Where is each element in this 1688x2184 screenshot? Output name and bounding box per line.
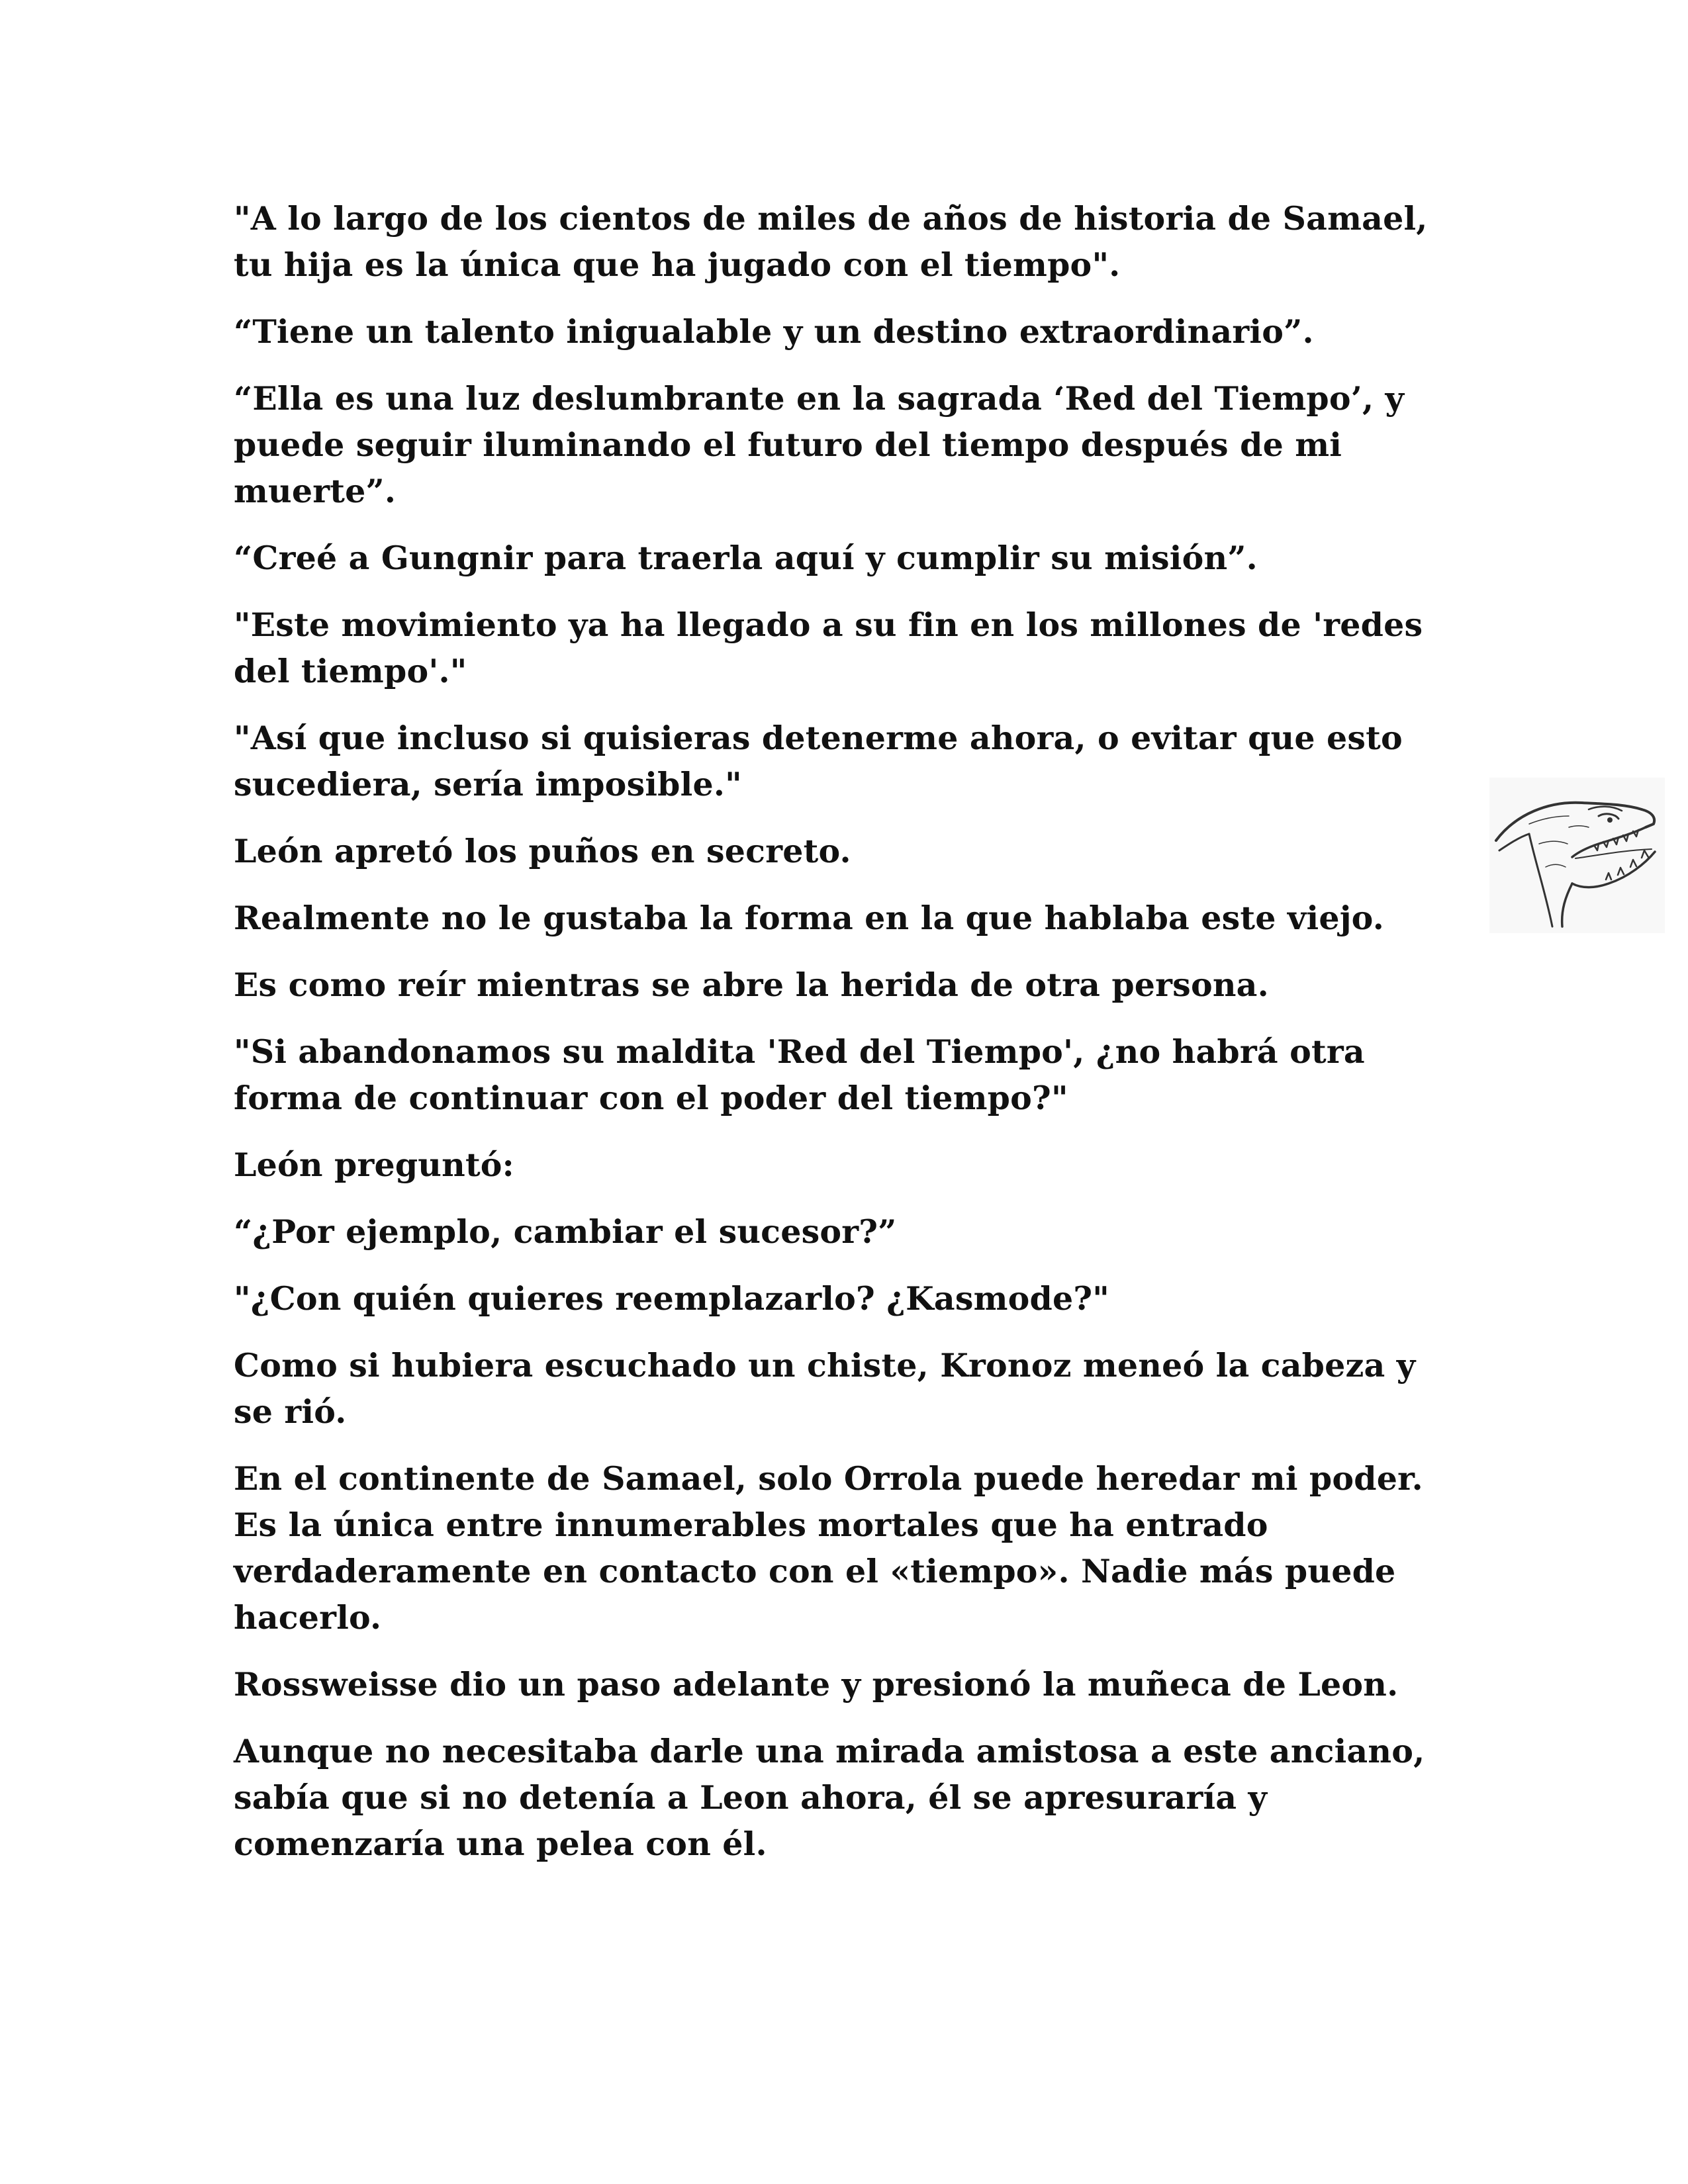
paragraph-7: León apretó los puños en secreto.	[234, 832, 851, 870]
paragraph-17: Aunque no necesitaba darle una mirada amistosa a este anciano, sabía que si no detenía a Leon ahora, él se apresuraría y comenzaría una pelea con él.	[234, 1732, 1425, 1863]
paragraph-15: En el continente de Samael, solo Orrola puede heredar mi poder. Es la única entre innumerables mortales que ha entrado verdaderamente en contacto con el «tiempo». Nadie más puede hacerlo.	[234, 1459, 1423, 1637]
dinosaur-head-sketch-icon	[1489, 778, 1665, 933]
paragraph-6: "Así que incluso si quisieras detenerme ahora, o evitar que esto sucediera, sería imposible."	[234, 719, 1403, 803]
document-body	[234, 195, 1465, 1888]
paragraph-8: Realmente no le gustaba la forma en la que hablaba este viejo.	[234, 899, 1384, 937]
paragraph-13: "¿Con quién quieres reemplazarlo? ¿Kasmode?"	[234, 1279, 1110, 1318]
paragraph-5: "Este movimiento ya ha llegado a su fin en los millones de 'redes del tiempo'."	[234, 606, 1423, 690]
paragraph-2: “Tiene un talento inigualable y un destino extraordinario”.	[234, 312, 1314, 351]
paragraph-16: Rossweisse dio un paso adelante y presionó la muñeca de Leon.	[234, 1665, 1399, 1704]
paragraph-4: “Creé a Gungnir para traerla aquí y cumplir su misión”.	[234, 539, 1258, 577]
paragraph-3: “Ella es una luz deslumbrante en la sagrada ‘Red del Tiempo’, y puede seguir iluminando el futuro del tiempo después de mi muerte”.	[234, 379, 1405, 510]
paragraph-1: "A lo largo de los cientos de miles de años de historia de Samael, tu hija es la única que ha jugado con el tiempo".	[234, 199, 1428, 284]
paragraph-12: “¿Por ejemplo, cambiar el sucesor?”	[234, 1212, 897, 1251]
paragraph-10: "Si abandonamos su maldita 'Red del Tiempo', ¿no habrá otra forma de continuar con el poder del tiempo?"	[234, 1032, 1365, 1117]
paragraph-9: Es como reír mientras se abre la herida de otra persona.	[234, 966, 1269, 1004]
paragraph-11: León preguntó:	[234, 1146, 514, 1184]
paragraph-14: Como si hubiera escuchado un chiste, Kronoz meneó la cabeza y se rió.	[234, 1346, 1416, 1431]
